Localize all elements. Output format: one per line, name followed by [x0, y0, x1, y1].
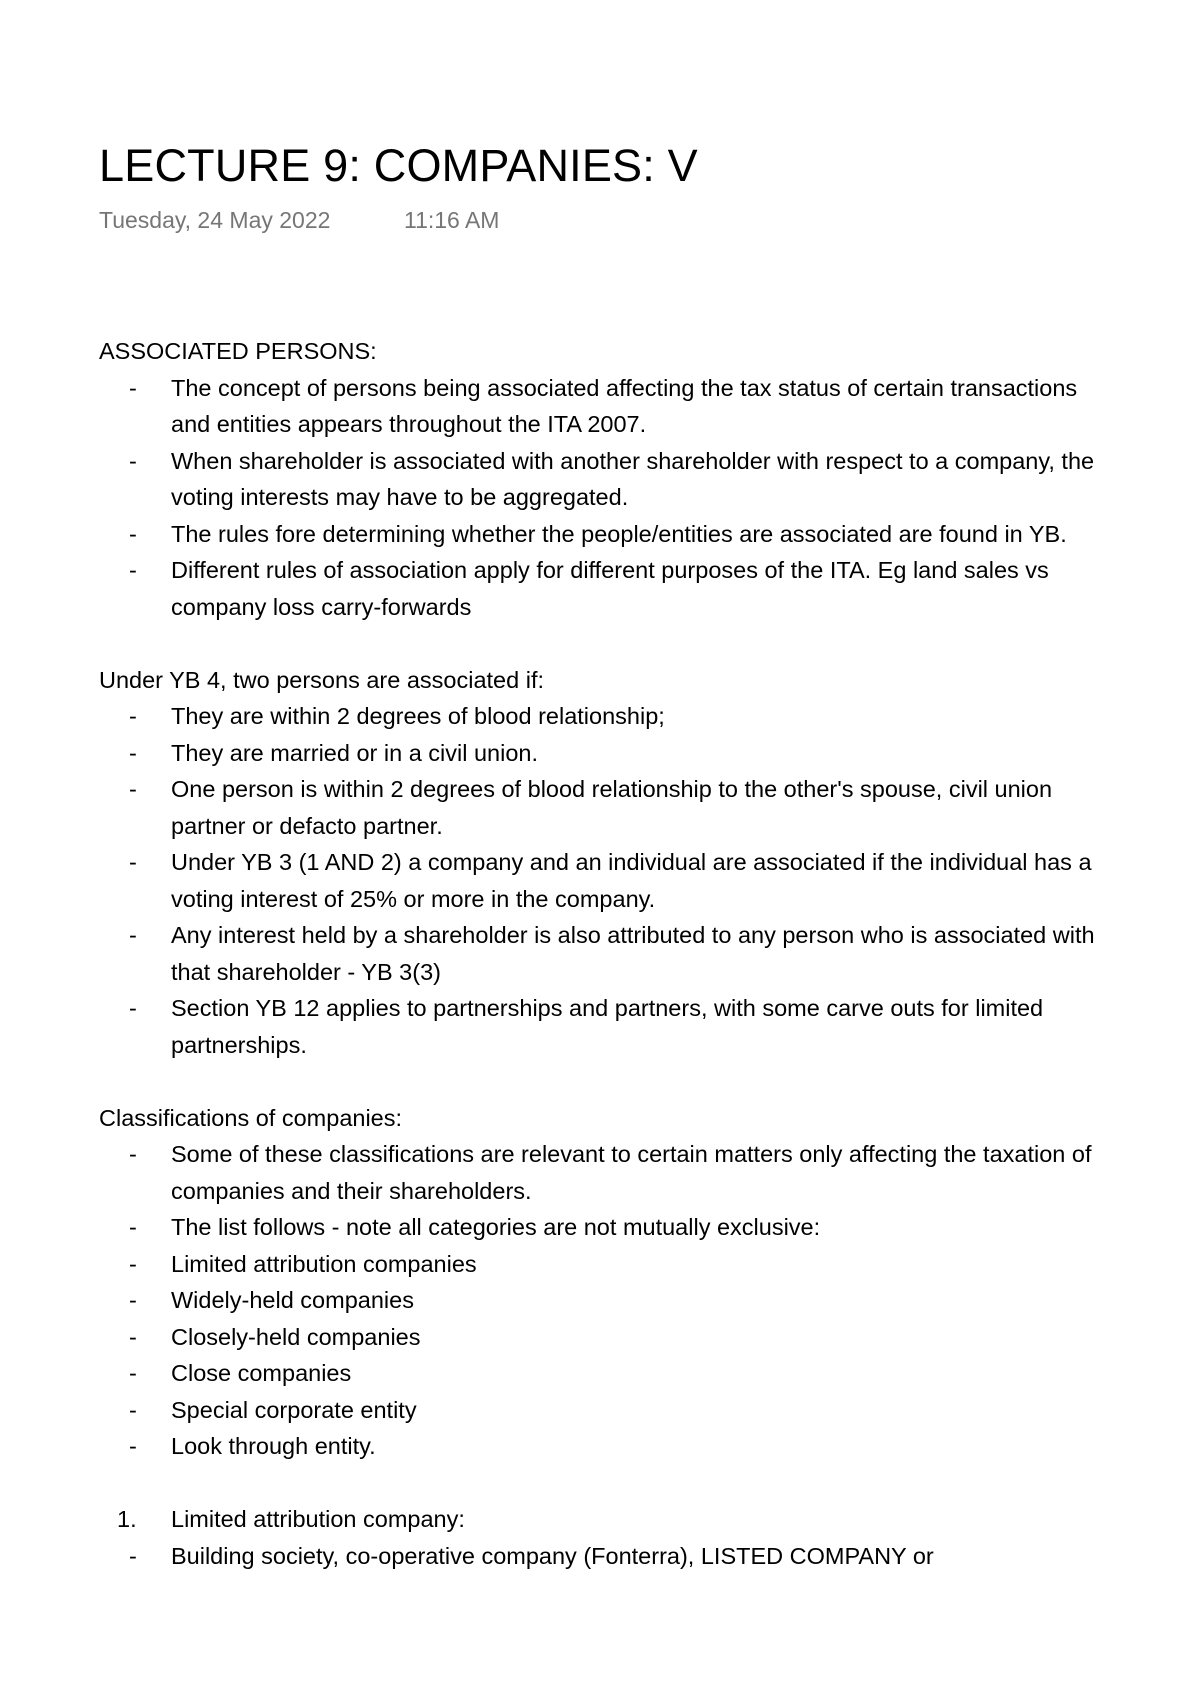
list-item	[99, 1392, 1119, 1429]
list-item	[99, 1209, 1119, 1246]
list-item	[99, 370, 1119, 443]
list-item	[99, 516, 1119, 553]
list-item	[99, 1319, 1119, 1356]
list-item-text: The concept of persons being associated affecting the tax status of certain transactions and entities appears throughout the ITA 2007.	[171, 374, 1078, 437]
list-number: 1.	[117, 1506, 137, 1532]
list-item-text: Closely-held companies	[171, 1323, 421, 1350]
dash-bullet: -	[129, 1287, 137, 1313]
dash-bullet: -	[129, 739, 137, 766]
bullet-list-yb4	[99, 698, 1119, 1063]
dash-bullet: -	[129, 849, 137, 875]
dash-bullet: -	[129, 1250, 137, 1277]
list-item-text: Widely-held companies	[171, 1287, 414, 1313]
list-item-text: One person is within 2 degrees of blood relationship to the other's spouse, civil union partner or defacto partner.	[171, 776, 1053, 839]
list-item-text: Special corporate entity	[171, 1396, 417, 1423]
spacer	[99, 1063, 1119, 1100]
dash-bullet: -	[129, 1141, 137, 1167]
bullet-list-limited-attribution	[99, 1538, 1119, 1575]
numbered-list	[99, 1501, 1119, 1538]
page-title: LECTURE 9: COMPANIES: V	[99, 140, 698, 191]
list-item-text: The rules fore determining whether the people/entities are associated are found in YB.	[171, 520, 1067, 547]
list-item	[99, 990, 1119, 1063]
list-item-text: Different rules of association apply for different purposes of the ITA. Eg land sales vs company loss carry-forwards	[171, 557, 1049, 620]
list-item-text: Section YB 12 applies to partnerships and partners, with some carve outs for limited partnerships.	[171, 995, 1044, 1058]
list-item-text: Close companies	[171, 1360, 352, 1386]
dash-bullet: -	[129, 995, 137, 1021]
dash-bullet: -	[129, 776, 137, 802]
note-time: 11:16 AM	[404, 207, 500, 233]
list-item-text: Limited attribution companies	[171, 1250, 477, 1277]
numbered-item-text: Limited attribution company:	[171, 1506, 465, 1532]
list-item	[99, 917, 1119, 990]
timestamp	[99, 206, 1119, 234]
list-item	[99, 443, 1119, 516]
list-item-text: They are within 2 degrees of blood relationship;	[171, 703, 665, 729]
section-heading-yb4: Under YB 4, two persons are associated if:	[99, 666, 544, 693]
list-item-text: Look through entity.	[171, 1433, 376, 1459]
list-item	[99, 1136, 1119, 1209]
list-item-text: Building society, co-operative company (Fonterra), LISTED COMPANY or	[171, 1542, 934, 1569]
dash-bullet: -	[129, 703, 137, 729]
dash-bullet: -	[129, 1433, 137, 1459]
list-item	[99, 698, 1119, 735]
list-item	[99, 771, 1119, 844]
dash-bullet: -	[129, 520, 137, 547]
list-item	[99, 844, 1119, 917]
bullet-list-classifications	[99, 1136, 1119, 1465]
numbered-item	[99, 1501, 1119, 1538]
dash-bullet: -	[129, 1360, 137, 1386]
list-item-text: Any interest held by a shareholder is also attributed to any person who is associated with that shareholder - YB 3(3)	[171, 922, 1095, 985]
dash-bullet: -	[129, 1323, 137, 1350]
list-item-text: When shareholder is associated with another shareholder with respect to a company, the voting interests may have to be aggregated.	[171, 447, 1095, 510]
note-page	[99, 138, 1119, 1574]
dash-bullet: -	[129, 1396, 137, 1423]
list-item	[99, 1246, 1119, 1283]
list-item	[99, 735, 1119, 772]
list-item	[99, 552, 1119, 625]
dash-bullet: -	[129, 922, 137, 948]
list-item-text: The list follows - note all categories are not mutually exclusive:	[171, 1214, 821, 1240]
dash-bullet: -	[129, 374, 137, 401]
note-date: Tuesday, 24 May 2022	[99, 207, 331, 233]
dash-bullet: -	[129, 447, 137, 474]
dash-bullet: -	[129, 557, 137, 583]
list-item	[99, 1538, 1119, 1575]
spacer	[99, 1465, 1119, 1502]
note-body	[99, 333, 1119, 1574]
list-item	[99, 1428, 1119, 1465]
list-item-text: Some of these classifications are relevant to certain matters only affecting the taxation of companies and their shareholders.	[171, 1141, 1092, 1204]
dash-bullet: -	[129, 1214, 137, 1240]
section-heading-associated-persons: ASSOCIATED PERSONS:	[99, 338, 377, 364]
spacer	[99, 625, 1119, 662]
list-item-text: They are married or in a civil union.	[171, 739, 539, 766]
dash-bullet: -	[129, 1542, 137, 1569]
section-heading-classifications: Classifications of companies:	[99, 1104, 403, 1131]
bullet-list-associated-persons	[99, 370, 1119, 626]
list-item-text: Under YB 3 (1 AND 2) a company and an individual are associated if the individual has a voting interest of 25% or more in the company.	[171, 849, 1092, 912]
list-item	[99, 1282, 1119, 1319]
list-item	[99, 1355, 1119, 1392]
